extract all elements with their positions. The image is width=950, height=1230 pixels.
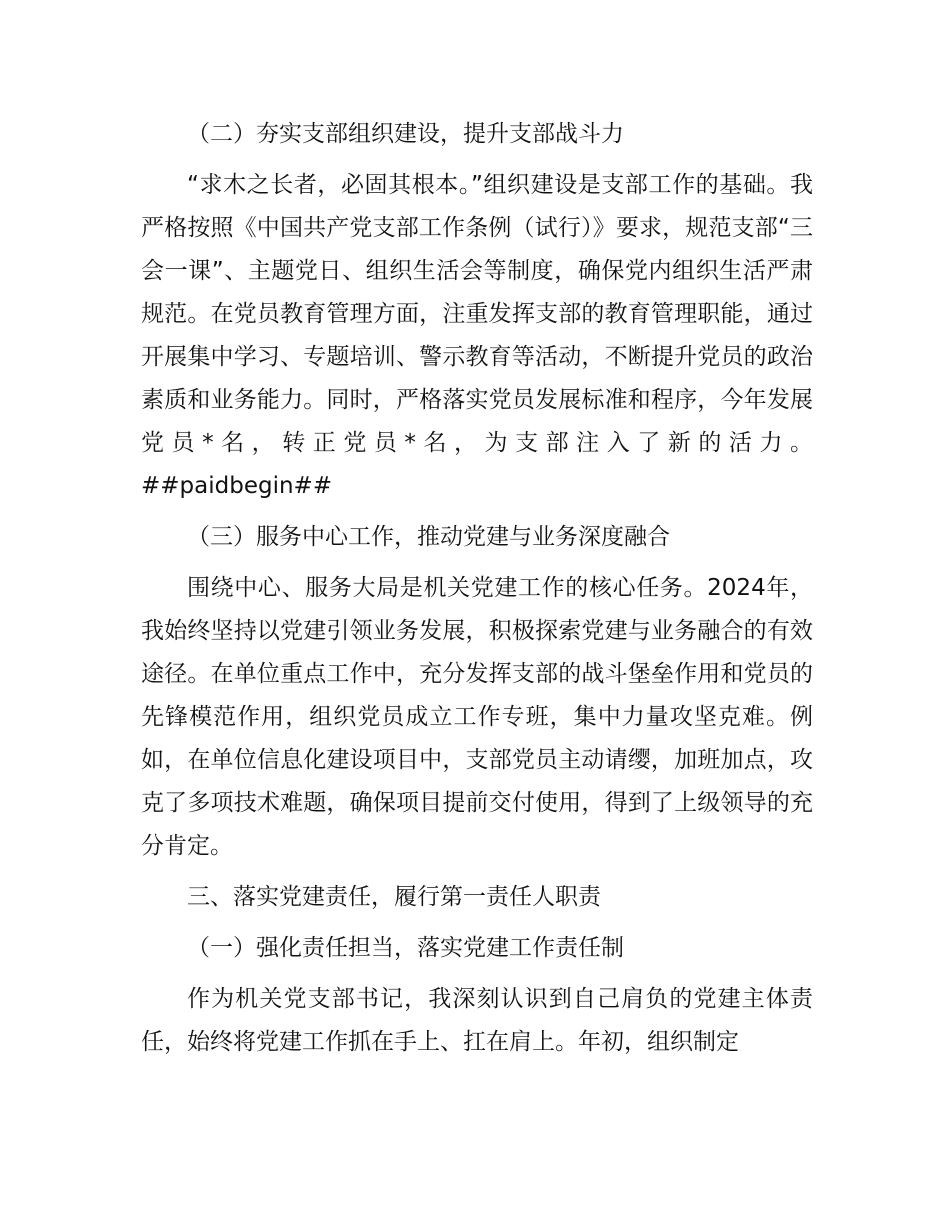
document-body: [141, 113, 813, 1072]
section-heading-2-2: （二）夯实支部组织建设，提升支部战斗力: [187, 121, 624, 147]
body-paragraph-responsibility: 作为机关党支部书记，我深刻认识到自己肩负的党建主体责任，始终将党建工作抓在手上、扛在肩上。年初，组织制定: [141, 986, 813, 1055]
section-heading-3: 三、落实党建责任，履行第一责任人职责: [187, 884, 601, 910]
section-heading-2-3: （三）服务中心工作，推动党建与业务深度融合: [187, 524, 670, 550]
body-paragraph-organization: “求木之长者，必固其根本。”组织建设是支部工作的基础。我严格按照《中国共产党支部工作条例（试行）》要求，规范支部“三会一课”、主题党日、组织生活会等制度，确保党内组织生活严肃规范。在党员教育管理方面，注重发挥支部的教育管理职能，通过开展集中学习、专题培训、警示教育等活动，不断提升党员的政治素质和业务能力。同时，严格落实党员发展标准和程序，今年发展党员*名，转正党员*名，为支部注入了新的活力。##paidbegin##: [141, 172, 813, 499]
body-paragraph-integration: 围绕中心、服务大局是机关党建工作的核心任务。2024年，我始终坚持以党建引领业务发展，积极探索党建与业务融合的有效途径。在单位重点工作中，充分发挥支部的战斗堡垒作用和党员的先锋模范作用，组织党员成立工作专班，集中力量攻坚克难。例如，在单位信息化建设项目中，支部党员主动请缨，加班加点，攻克了多项技术难题，确保项目提前交付使用，得到了上级领导的充分肯定。: [141, 575, 813, 859]
section-heading-3-1: （一）强化责任担当，落实党建工作责任制: [187, 935, 624, 961]
